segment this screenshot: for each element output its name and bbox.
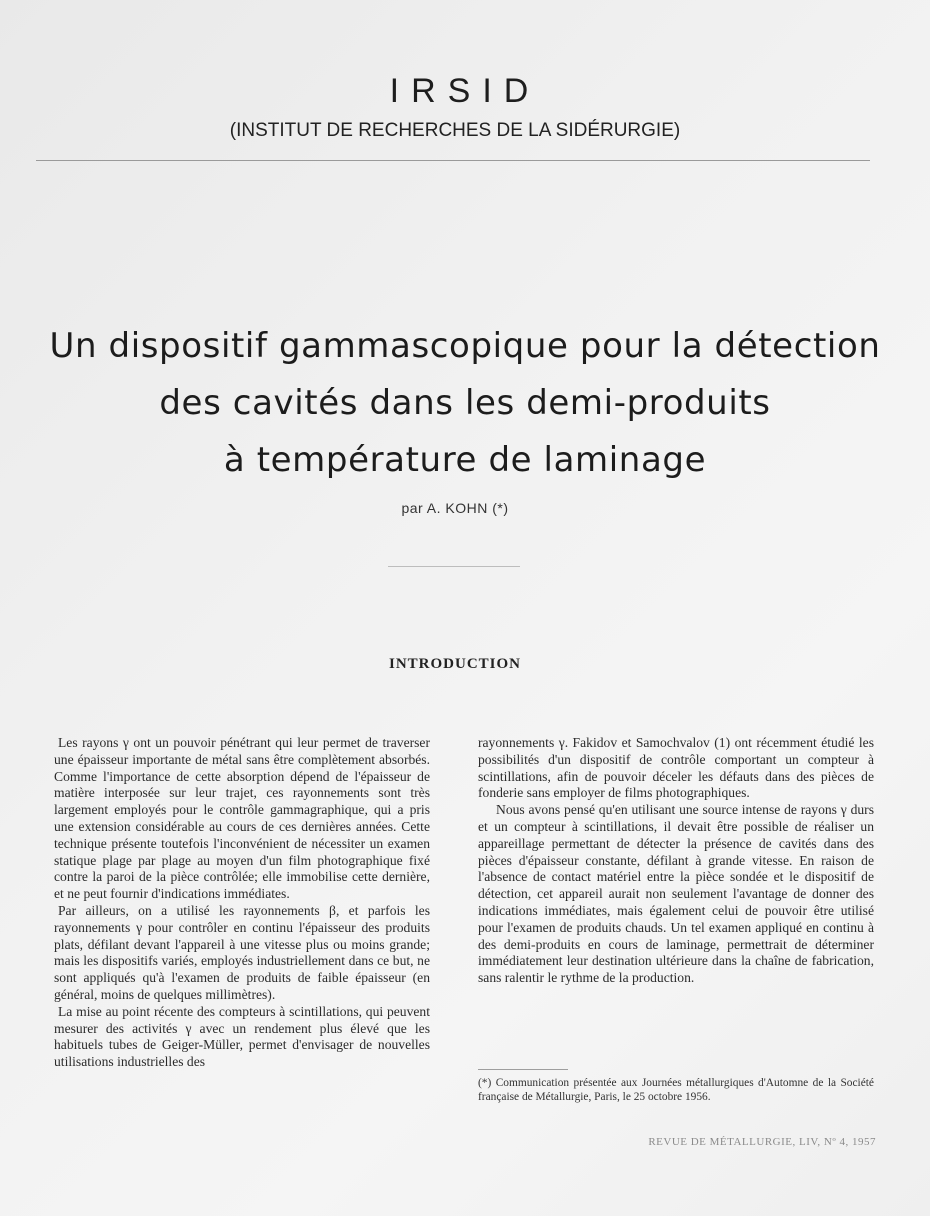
- paragraph: rayonnements γ. Fakidov et Samochvalov (1) ont récemment étudié les possibilités d'un dispositif de contrôle comportant un compteur à scintillations, afin de pouvoir déceler les défauts dans des pièces de fonderie sans employer de films photographiques.: [478, 735, 874, 801]
- section-heading: INTRODUCTION: [388, 656, 521, 672]
- article-title: [20, 318, 910, 489]
- footnote: (*) Communication présentée aux Journées métallurgiques d'Automne de la Société française de Métallurgie, Paris, le 25 octobre 1956.: [478, 1077, 874, 1103]
- paragraph: Nous avons pensé qu'en utilisant une source intense de rayons γ durs et un compteur à scintillations, il devait être possible de réaliser un appareillage permettant de détecter la présence de cavités dans des pièces d'épaisseur constante, défilant à grande vitesse. En raison de l'absence de contact matériel entre la pièce sondée et le dispositif de détection, cet appareil aurait non seulement l'avantage de donner des indications immédiates, mais également celui de pouvoir être utilisé pour l'examen de produits chauds. Un tel examen appliqué en continu à des demi-produits en cours de laminage, permettrait de déterminer immédiatement leur destination ultérieure dans la chaîne de fabrication, sans ralentir le rythme de la production.: [478, 802, 874, 986]
- title-divider: [388, 566, 520, 567]
- title-line: Un dispositif gammascopique pour la détection: [49, 326, 881, 366]
- institute-acronym: IRSID: [389, 72, 541, 110]
- left-column: [54, 735, 430, 1071]
- institute-full-name: (INSTITUT DE RECHERCHES DE LA SIDÉRURGIE): [229, 120, 681, 141]
- paragraph: Par ailleurs, on a utilisé les rayonnements β, et parfois les rayonnements γ pour contrôler en continu l'épaisseur des produits plats, défilant devant l'appareil à une vitesse plus ou moins grande; mais les dispositifs variés, employés industriellement dans ce but, ne sont appliqués qu'à l'examen de produits de faible épaisseur (en général, moins de quelques millimètres).: [54, 902, 430, 1002]
- footnote-divider: [478, 1069, 568, 1070]
- paragraph: La mise au point récente des compteurs à scintillations, qui peuvent mesurer des activités γ avec un rendement plus élevé que les habituels tubes de Geiger-Müller, permet d'envisager de nouvelles utilisations industrielles des: [54, 1003, 430, 1070]
- title-line: des cavités dans les demi-produits: [159, 383, 771, 423]
- title-line: à température de laminage: [223, 440, 707, 480]
- journal-reference: REVUE DE MÉTALLURGIE, LIV, Nº 4, 1957: [648, 1136, 876, 1148]
- paragraph: Les rayons γ ont un pouvoir pénétrant qui leur permet de traverser une épaisseur importante de métal sans être complètement absorbés. Comme l'importance de cette absorption dépend de l'épaisseur de matière interposée sur leur trajet, ces rayonnements sont très largement employés pour le contrôle gammagraphique, qui a pris une extension considérable au cours de ces dernières années. Cette technique présente toutefois l'inconvénient de nécessiter un examen statique plage par plage au moyen d'un film photographique fixé contre la paroi de la pièce contrôlée; elle immobilise cette dernière, et ne peut fournir d'indications immédiates.: [54, 735, 430, 902]
- header-divider: [36, 160, 870, 161]
- right-column: [478, 735, 874, 987]
- author-byline: par A. KOHN (*): [401, 500, 509, 516]
